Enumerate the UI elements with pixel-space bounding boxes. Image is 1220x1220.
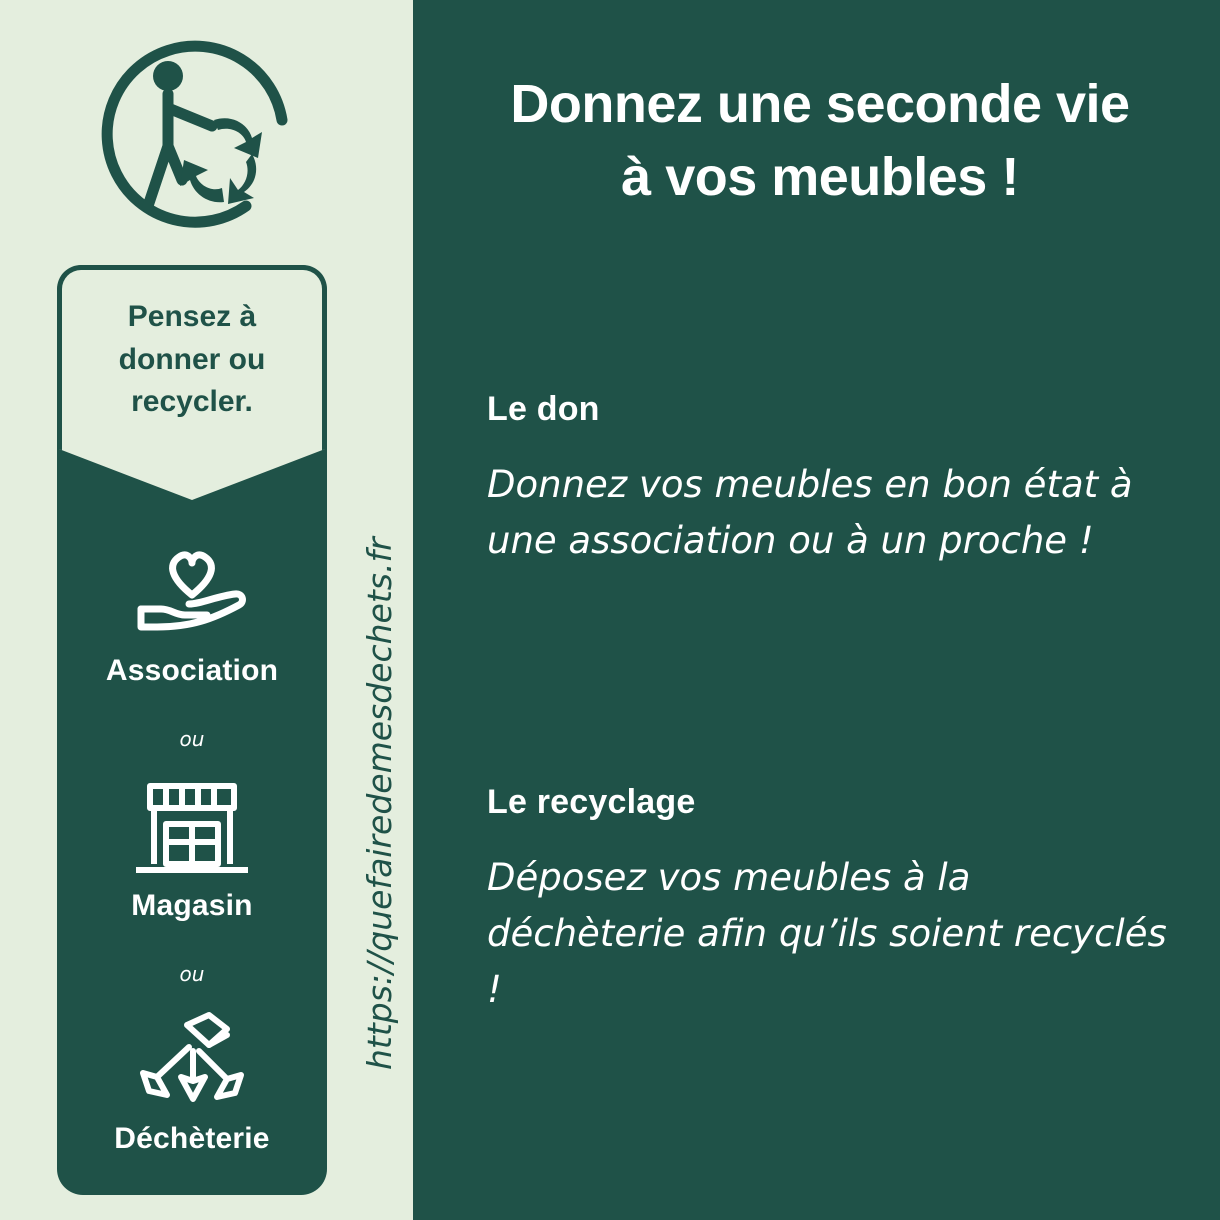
section-le-recyclage bbox=[487, 783, 1177, 1019]
callout-line-2: donner ou bbox=[118, 342, 266, 376]
section-le-don bbox=[487, 390, 1177, 569]
callout-text bbox=[62, 296, 322, 424]
option-association-label: Association bbox=[105, 654, 279, 687]
section-le-don-body: Donnez vos meubles en bon état à une association ou à un proche ! bbox=[487, 463, 1133, 563]
section-le-don-title: Le don bbox=[487, 390, 600, 428]
separator-ou-1: ou bbox=[179, 727, 205, 751]
option-decheterie-label: Déchèterie bbox=[114, 1122, 270, 1155]
person-recycling-icon bbox=[96, 34, 306, 244]
callout-line-3: recycler. bbox=[131, 385, 253, 419]
section-le-recyclage-title: Le recyclage bbox=[487, 783, 696, 821]
page-title bbox=[440, 68, 1200, 214]
separator-ou-2: ou bbox=[179, 962, 205, 986]
page-title-line-1: Donnez une seconde vie bbox=[510, 74, 1130, 134]
option-magasin-label: Magasin bbox=[131, 889, 253, 922]
callout-line-1: Pensez à bbox=[127, 300, 257, 333]
section-le-recyclage-body: Déposez vos meubles à la déchèterie afin qu’ils soient recyclés ! bbox=[487, 856, 1167, 1012]
option-decheterie bbox=[57, 1008, 327, 1156]
heart-in-hand-icon bbox=[57, 540, 327, 648]
recycling-center-arrows-icon bbox=[57, 1008, 327, 1116]
option-magasin bbox=[57, 775, 327, 923]
shop-storefront-icon bbox=[57, 775, 327, 883]
page-title-line-2: à vos meubles ! bbox=[621, 146, 1019, 207]
website-url[interactable]: https://quefairedemesdechets.fr bbox=[360, 537, 399, 1070]
option-association bbox=[57, 540, 327, 688]
